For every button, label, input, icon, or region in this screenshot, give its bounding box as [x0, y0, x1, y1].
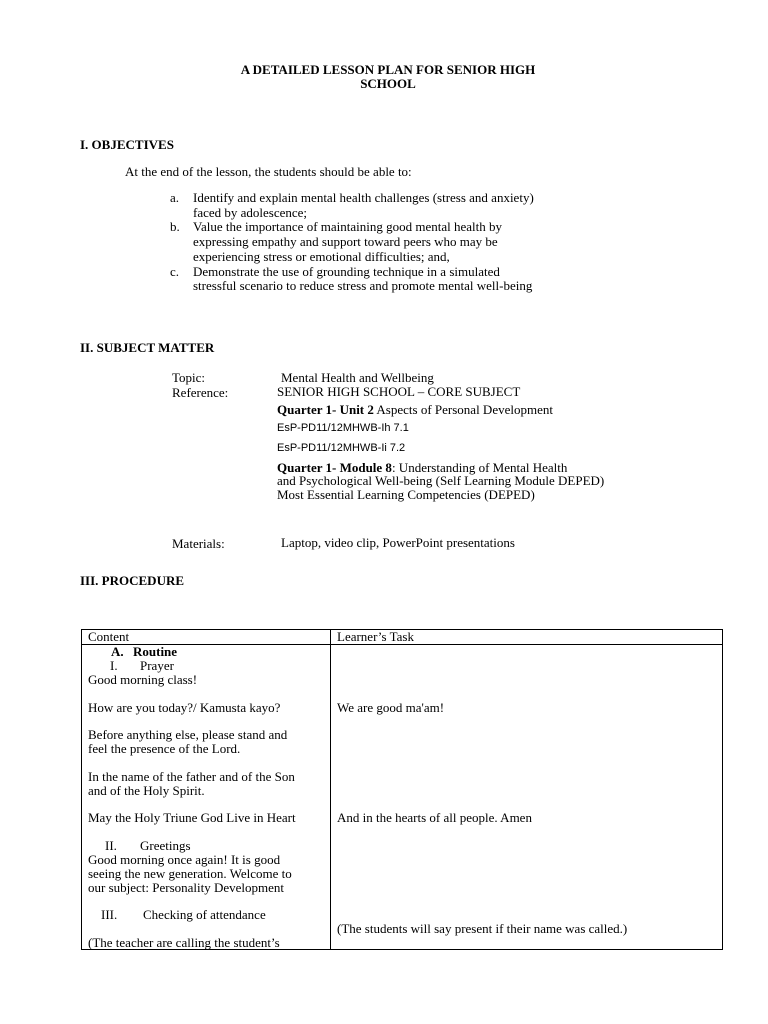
objective-letter: c. — [170, 263, 180, 279]
materials-label: Materials: — [172, 536, 225, 551]
module-bold: Quarter 1- Module 8 — [277, 460, 392, 475]
content-line: Before anything else, please stand and — [88, 727, 288, 742]
objective-line: Identify and explain mental health challenges (stress and anxiety) — [193, 190, 534, 205]
content-line: (The teacher are calling the student’s — [88, 935, 280, 949]
module-line-2: and Psychological Well-being (Self Learning Module DEPED) — [277, 473, 605, 488]
content-cell — [82, 645, 331, 950]
objective-line: experiencing stress or emotional difficulties; and, — [193, 248, 450, 264]
content-line: Good morning once again! It is good — [88, 852, 281, 867]
procedure-table — [81, 629, 723, 950]
objective-line: faced by adolescence; — [193, 204, 308, 220]
greetings-heading: Greetings — [140, 838, 191, 853]
competency-code-1: EsP-PD11/12MHWB-Ih 7.1 — [277, 422, 409, 434]
objective-line: Value the importance of maintaining good mental health by — [193, 219, 503, 235]
quarter-unit-bold: Quarter 1- Unit 2 — [277, 402, 374, 417]
content-line: and of the Holy Spirit. — [88, 783, 205, 798]
objective-line: stressful scenario to reduce stress and promote mental well-being — [193, 278, 533, 294]
title-line-1: A DETAILED LESSON PLAN FOR SENIOR HIGH — [240, 62, 536, 77]
content-line: seeing the new generation. Welcome to — [88, 866, 292, 881]
quarter-unit-line — [277, 403, 553, 417]
objectives-intro: At the end of the lesson, the students should be able to: — [125, 164, 412, 179]
objective-item-b — [170, 220, 590, 264]
competency-code-2: EsP-PD11/12MHWB-Ii 7.2 — [277, 442, 406, 454]
routine-heading: Routine — [133, 645, 178, 659]
module-rest: : Understanding of Mental Health — [391, 460, 568, 475]
title-line-2: SCHOOL — [360, 76, 416, 91]
quarter-unit-rest: Aspects of Personal Development — [373, 402, 553, 417]
subject-matter-heading: II. SUBJECT MATTER — [80, 340, 215, 355]
task-line: And in the hearts of all people. Amen — [337, 810, 532, 825]
materials-value: Laptop, video clip, PowerPoint presentations — [281, 535, 515, 550]
reference-line-1: SENIOR HIGH SCHOOL – CORE SUBJECT — [277, 384, 521, 399]
learners-task-cell — [331, 645, 723, 950]
objective-line: expressing empathy and support toward peers who may be — [193, 234, 498, 250]
column-header-learners-task: Learner’s Task — [331, 630, 723, 645]
objective-item-c — [170, 265, 590, 294]
objectives-heading: I. OBJECTIVES — [80, 137, 174, 152]
module-line-3: Most Essential Learning Competencies (DEPED) — [277, 487, 535, 502]
table-header-row — [82, 630, 723, 645]
reference-label: Reference: — [172, 385, 229, 400]
content-line: Good morning class! — [88, 672, 198, 687]
table-row — [82, 645, 723, 950]
objective-letter: b. — [170, 219, 180, 235]
objective-line: Demonstrate the use of grounding technique in a simulated — [193, 263, 500, 279]
content-line: our subject: Personality Development — [88, 880, 285, 895]
objective-letter: a. — [170, 190, 180, 205]
content-line: May the Holy Triune God Live in Heart — [88, 810, 296, 825]
prayer-number: I. — [110, 658, 118, 673]
content-line: How are you today?/ Kamusta kayo? — [88, 700, 281, 715]
content-line: In the name of the father and of the Son — [88, 769, 295, 784]
objectives-list — [170, 191, 590, 294]
attendance-number: III. — [101, 907, 118, 922]
task-line: (The students will say present if their name was called.) — [337, 921, 628, 936]
topic-label: Topic: — [172, 370, 206, 385]
prayer-heading: Prayer — [140, 658, 174, 673]
procedure-heading: III. PROCEDURE — [80, 573, 185, 588]
topic-value: Mental Health and Wellbeing — [281, 370, 434, 385]
content-line: feel the presence of the Lord. — [88, 741, 241, 756]
document-title — [0, 63, 768, 91]
column-header-content: Content — [82, 630, 331, 645]
greetings-number: II. — [105, 838, 117, 853]
task-line: We are good ma'am! — [337, 700, 445, 715]
routine-letter: A. — [111, 645, 124, 659]
attendance-heading: Checking of attendance — [143, 907, 266, 922]
objective-item-a — [170, 191, 590, 220]
